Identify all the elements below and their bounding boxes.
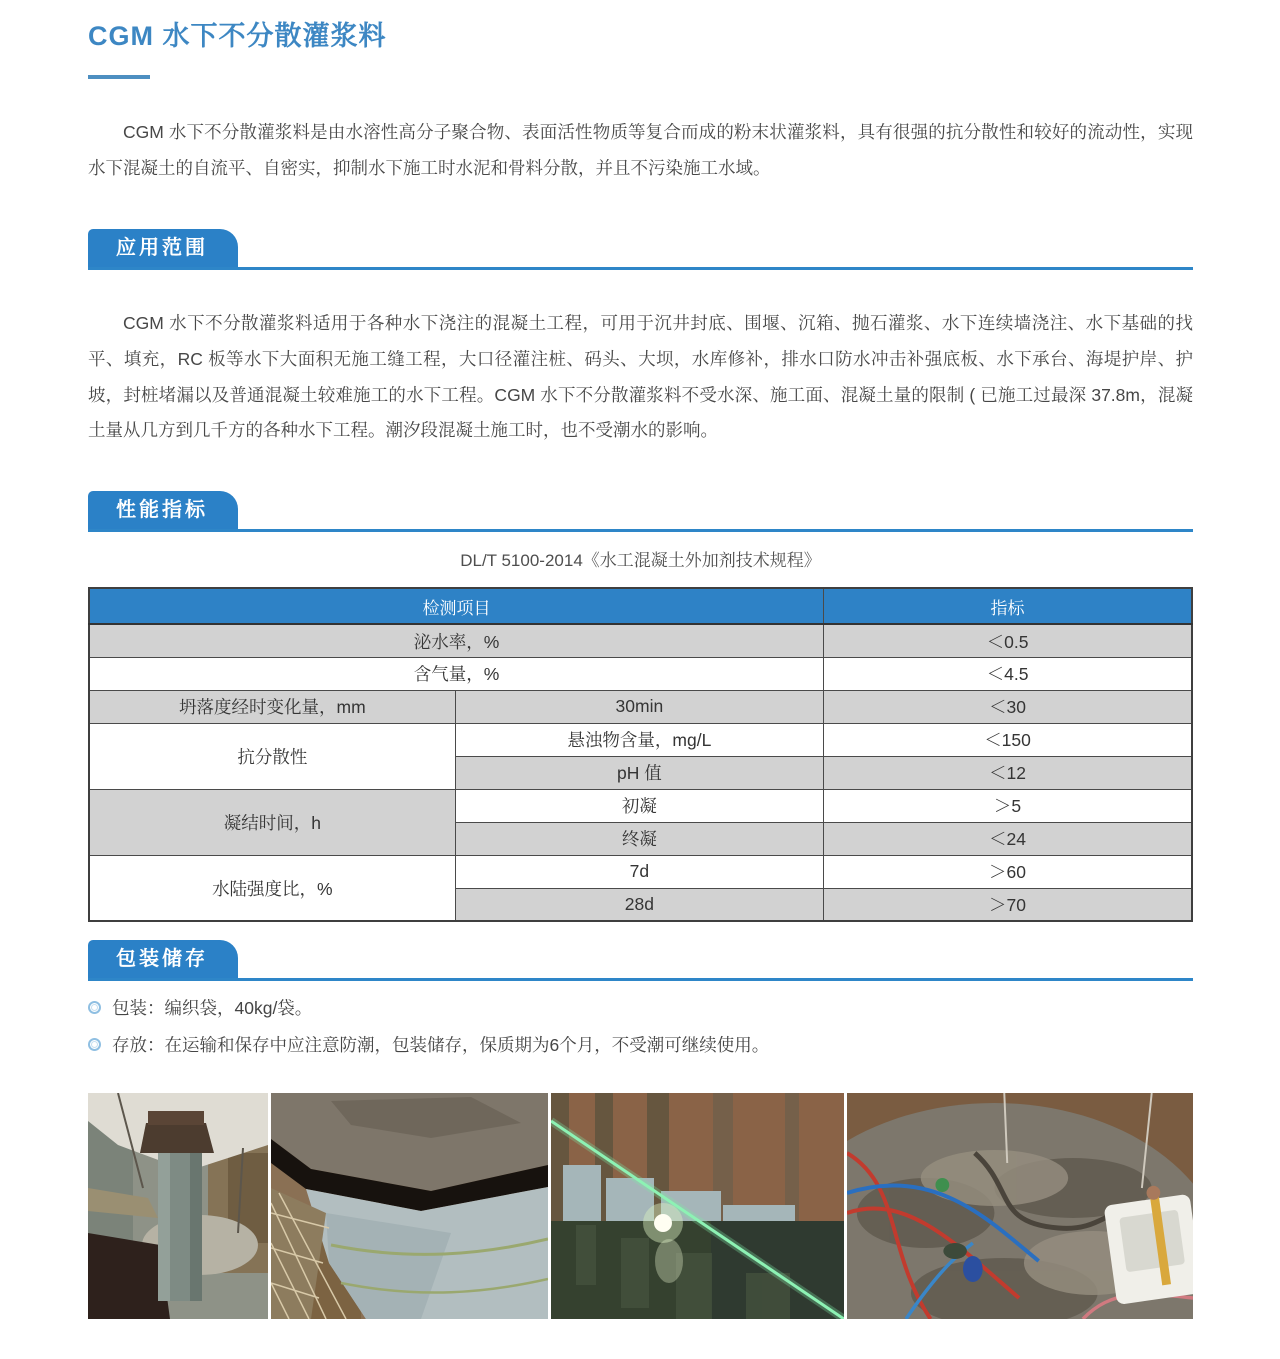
table-header-row bbox=[89, 588, 1192, 624]
intro-paragraph: CGM 水下不分散灌浆料是由水溶性高分子聚合物、表面活性物质等复合而成的粉末状灌浆料，具有很强的抗分散性和较好的流动性，实现水下混凝土的自流平、自密实，抑制水下施工时水泥和骨料分散，并且不污染施工水域。 bbox=[88, 122, 1193, 178]
table-cell: 水陆强度比，% bbox=[89, 855, 455, 921]
standard-reference: DL/T 5100-2014《水工混凝土外加剂技术规程》 bbox=[460, 551, 821, 571]
table-cell: 悬浊物含量，mg/L bbox=[455, 723, 823, 756]
table-cell: ＞60 bbox=[824, 855, 1192, 888]
photo-night-piers-laser bbox=[551, 1093, 844, 1319]
table-cell: pH 值 bbox=[455, 756, 823, 789]
table-cell: ＞70 bbox=[824, 888, 1192, 921]
table-cell: 28d bbox=[455, 888, 823, 921]
table-row bbox=[89, 855, 1192, 888]
table-row bbox=[89, 624, 1192, 657]
packaging-bullet-list bbox=[88, 995, 1193, 1057]
application-paragraph: CGM 水下不分散灌浆料适用于各种水下浇注的混凝土工程，可用于沉井封底、围堰、沉箱、抛石灌浆、水下连续墙浇注、水下基础的找平、填充，RC 板等水下大面积无施工缝工程，大口径灌注桩、码头、大坝，水库修补，排水口防水冲击补强底板、水下承台、海堤护岸、护坡，封桩堵漏以及普通混凝土较难施工的水下工程。CGM 水下不分散灌浆料不受水深、施工面、混凝土量的限制 ( 已施工过最深 37.8m，混凝土量从几方到几千方的各种水下工程。潮汐段混凝土施工时，也不受潮水的影响。 bbox=[88, 312, 1193, 441]
table-cell: 泌水率，% bbox=[89, 624, 824, 657]
table-cell: 坍落度经时变化量，mm bbox=[89, 690, 455, 723]
section-header-application bbox=[88, 229, 1193, 270]
table-cell: ＜30 bbox=[824, 690, 1192, 723]
photo-pile-joint bbox=[271, 1093, 548, 1319]
photo-caisson-pit bbox=[847, 1093, 1193, 1319]
table-cell: ＜0.5 bbox=[824, 624, 1192, 657]
table-row bbox=[89, 690, 1192, 723]
table-cell: ＜24 bbox=[824, 822, 1192, 855]
table-cell: 凝结时间，h bbox=[89, 789, 455, 855]
photo-caisson-pit-art bbox=[847, 1093, 1193, 1319]
section-badge-performance: 性能指标 bbox=[88, 491, 238, 529]
table-cell: ＞5 bbox=[824, 789, 1192, 822]
table-header-indicator: 指标 bbox=[824, 588, 1192, 624]
list-item bbox=[88, 995, 1193, 1020]
table-row bbox=[89, 789, 1192, 822]
list-item bbox=[88, 1032, 1193, 1057]
site-photo-strip bbox=[88, 1093, 1193, 1319]
section-badge-packaging: 包装储存 bbox=[88, 940, 238, 978]
table-cell: 初凝 bbox=[455, 789, 823, 822]
table-cell: 7d bbox=[455, 855, 823, 888]
table-cell: 终凝 bbox=[455, 822, 823, 855]
bullet-text: 存放：在运输和保存中应注意防潮，包装储存，保质期为6个月，不受潮可继续使用。 bbox=[112, 1035, 770, 1056]
ring-bullet-icon bbox=[88, 1001, 101, 1014]
table-cell: 抗分散性 bbox=[89, 723, 455, 789]
table-header-test-item: 检测项目 bbox=[89, 588, 824, 624]
table-row bbox=[89, 657, 1192, 690]
photo-pile-joint-art bbox=[271, 1093, 548, 1319]
section-header-performance bbox=[88, 491, 1193, 532]
table-cell: ＜12 bbox=[824, 756, 1192, 789]
section-header-packaging bbox=[88, 940, 1193, 981]
title-underline bbox=[88, 75, 150, 79]
section-badge-application: 应用范围 bbox=[88, 229, 238, 267]
table-cell: ＜150 bbox=[824, 723, 1192, 756]
performance-table-body bbox=[89, 624, 1192, 921]
ring-bullet-icon bbox=[88, 1038, 101, 1051]
photo-pile-casing-art bbox=[88, 1093, 268, 1319]
table-cell: ＜4.5 bbox=[824, 657, 1192, 690]
page-title: CGM 水下不分散灌浆料 bbox=[88, 21, 387, 51]
photo-night-piers-art bbox=[551, 1093, 844, 1319]
photo-pile-casing bbox=[88, 1093, 268, 1319]
bullet-text: 包装：编织袋，40kg/袋。 bbox=[112, 998, 313, 1019]
table-row bbox=[89, 723, 1192, 756]
table-cell: 30min bbox=[455, 690, 823, 723]
table-cell: 含气量，% bbox=[89, 657, 824, 690]
performance-table bbox=[88, 587, 1193, 922]
